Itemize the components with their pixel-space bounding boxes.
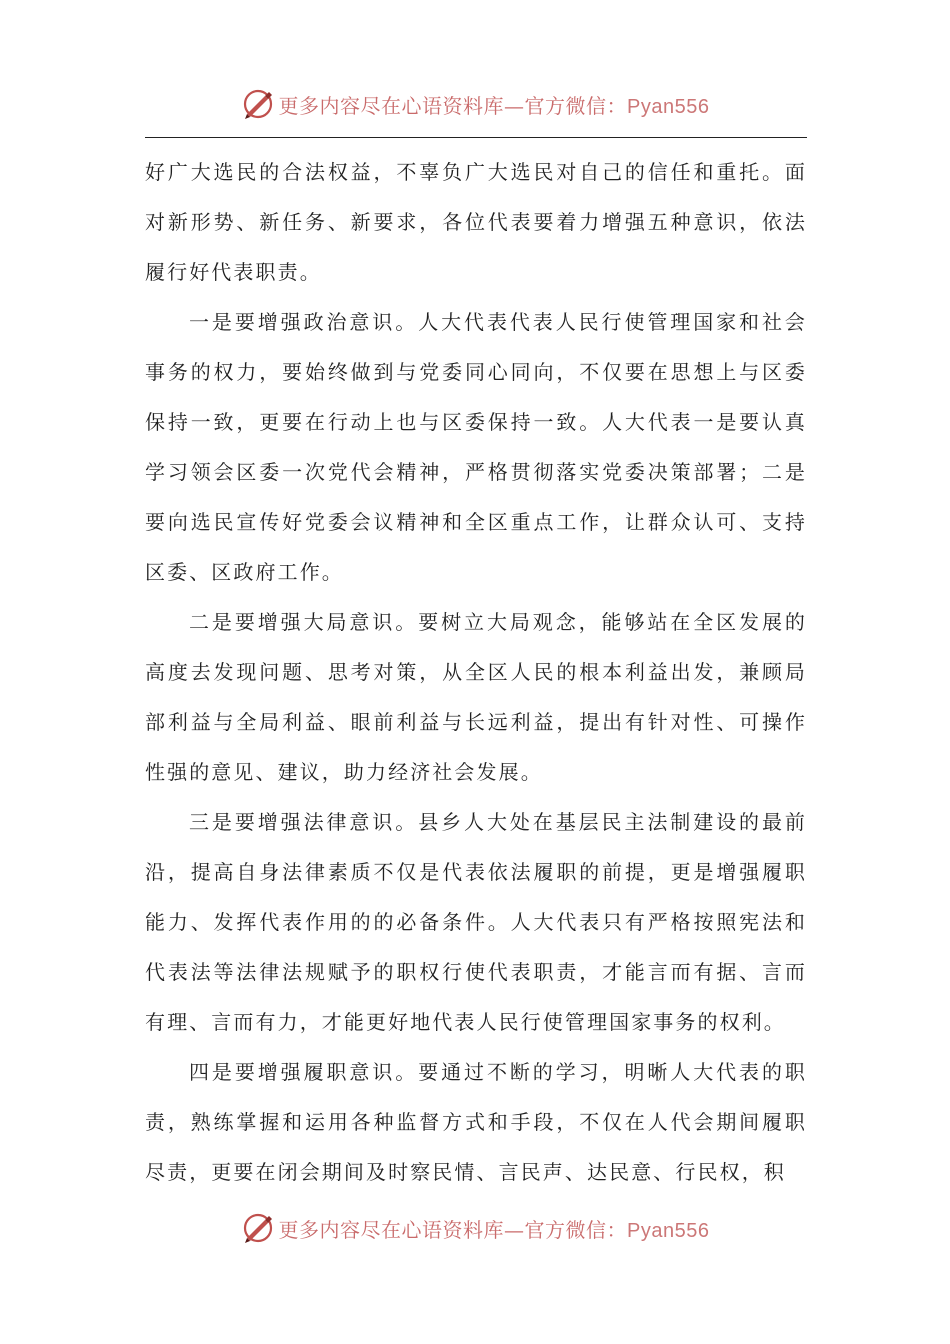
paragraph-5: 四是要增强履职意识。要通过不断的学习，明晰人大代表的职责，熟练掌握和运用各种监督方式和手段，不仅在人代会期间履职尽责，更要在闭会期间及时察民情、言民声、达民意、行民权，积 (145, 1060, 807, 1184)
footer-wechat-handle: Pyan556 (627, 1219, 710, 1242)
header-site-text: 更多内容尽在心语资料库—官方微信： (278, 93, 628, 118)
paragraph-2: 一是要增强政治意识。人大代表代表人民行使管理国家和社会事务的权力，要始终做到与党委同心同向，不仅要在思想上与区委保持一致，更要在行动上也与区委保持一致。人大代表一是要认真学习领会区委一次党代会精神，严格贯彻落实党委决策部署；二是要向选民宣传好党委会议精神和全区重点工作，让群众认可、支持区委、区政府工作。 (145, 310, 807, 584)
header-banner (0, 82, 950, 126)
header-banner-text (279, 90, 710, 119)
footer-site-text: 更多内容尽在心语资料库—官方微信： (278, 1217, 628, 1242)
document-body (145, 147, 807, 1197)
paragraph-4: 三是要增强法律意识。县乡人大处在基层民主法制建设的最前沿，提高自身法律素质不仅是代表依法履职的前提，更是增强履职能力、发挥代表作用的的必备条件。人大代表只有严格按照宪法和代表法等法律法规赋予的职权行使代表职责，才能言而有据、言而有理、言而有力，才能更好地代表人民行使管理国家事务的权利。 (145, 810, 807, 1034)
pen-circle-logo-icon (241, 1211, 275, 1245)
header-wechat-handle: Pyan556 (627, 95, 710, 118)
paragraph-3: 二是要增强大局意识。要树立大局观念，能够站在全区发展的高度去发现问题、思考对策，从全区人民的根本利益出发，兼顾局部利益与全局利益、眼前利益与长远利益，提出有针对性、可操作性强的意见、建议，助力经济社会发展。 (145, 610, 807, 784)
footer-banner (0, 1206, 950, 1250)
footer-banner-text (279, 1214, 710, 1243)
pen-circle-logo-icon (241, 87, 275, 121)
header-divider (145, 137, 807, 138)
paragraph-1: 好广大选民的合法权益，不辜负广大选民对自己的信任和重托。面对新形势、新任务、新要求，各位代表要着力增强五种意识，依法履行好代表职责。 (145, 160, 807, 284)
